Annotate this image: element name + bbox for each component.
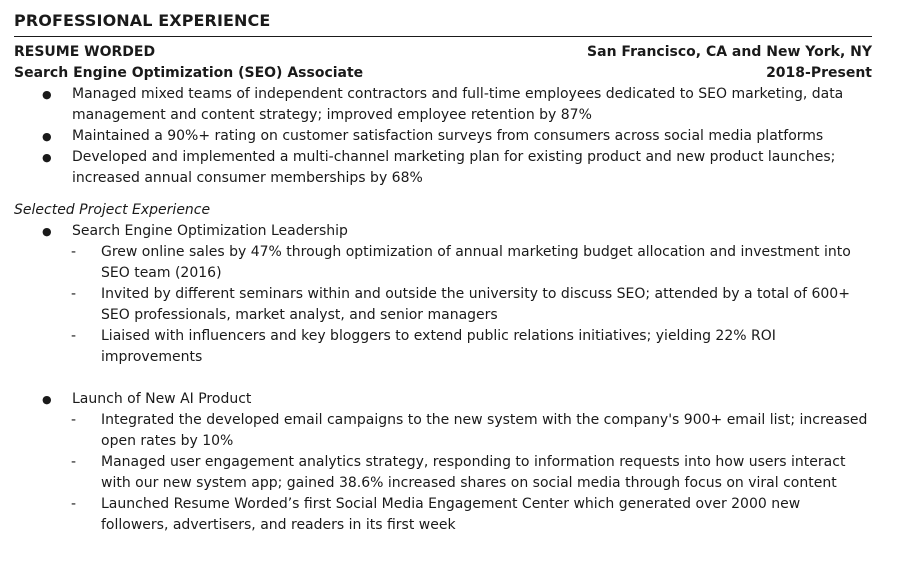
dash-icon: - (71, 244, 77, 260)
list-item (71, 242, 872, 284)
detail-text: Managed user engagement analytics strategy, responding to information requests into how users interact with our new system app; gained 38.6% increased shares on social media through focus on viral content (101, 454, 846, 491)
projects-heading: Selected Project Experience (14, 202, 211, 218)
project-name: Search Engine Optimization Leadership (72, 223, 348, 239)
project-detail-list (72, 410, 872, 536)
project-item (14, 389, 872, 536)
section-divider (14, 36, 872, 37)
dash-icon: - (71, 496, 77, 512)
list-item (14, 147, 872, 189)
list-item (71, 284, 872, 326)
project-list-2 (14, 389, 872, 536)
bullet-text: Developed and implemented a multi-channel marketing plan for existing product and new product launches; increased annual consumer memberships by 68% (72, 149, 836, 186)
job-title-row (14, 63, 872, 84)
project-detail-list (72, 242, 872, 368)
project-name: Launch of New AI Product (72, 391, 252, 407)
company-name: RESUME WORDED (14, 44, 156, 60)
spacer (14, 368, 872, 389)
list-item (14, 84, 872, 126)
dash-icon: - (71, 454, 77, 470)
dash-icon: - (71, 412, 77, 428)
bullet-icon: ● (42, 88, 52, 101)
bullet-icon: ● (42, 393, 52, 406)
detail-text: Integrated the developed email campaigns to the new system with the company's 900+ email list; increased open rates by 10% (101, 412, 868, 449)
bullet-icon: ● (42, 130, 52, 143)
detail-text: Invited by different seminars within and outside the university to discuss SEO; attended by a total of 600+ SEO professionals, market analyst, and senior managers (101, 286, 850, 323)
list-item (71, 410, 872, 452)
project-list (14, 221, 872, 368)
list-item (71, 326, 872, 368)
job-bullet-list (14, 84, 872, 189)
bullet-text: Maintained a 90%+ rating on customer satisfaction surveys from consumers across social media platforms (72, 128, 824, 144)
job-title: Search Engine Optimization (SEO) Associate (14, 65, 364, 81)
dash-icon: - (71, 328, 77, 344)
list-item (71, 452, 872, 494)
detail-text: Liaised with influencers and key bloggers to extend public relations initiatives; yielding 22% ROI improvements (101, 328, 776, 365)
bullet-text: Managed mixed teams of independent contractors and full-time employees dedicated to SEO marketing, data management and content strategy; improved employee retention by 87% (72, 86, 844, 123)
dash-icon: - (71, 286, 77, 302)
company-row (14, 42, 872, 63)
detail-text: Grew online sales by 47% through optimization of annual marketing budget allocation and investment into SEO team (2016) (101, 244, 851, 281)
list-item (71, 494, 872, 536)
project-item (14, 221, 872, 368)
bullet-icon: ● (42, 151, 52, 164)
bullet-icon: ● (42, 225, 52, 238)
section-title: PROFESSIONAL EXPERIENCE (14, 11, 271, 30)
list-item (14, 126, 872, 147)
job-location: San Francisco, CA and New York, NY (587, 44, 872, 60)
job-dates: 2018-Present (766, 65, 872, 81)
detail-text: Launched Resume Worded’s first Social Media Engagement Center which generated over 2000 new followers, advertisers, and readers in its first week (101, 496, 801, 533)
